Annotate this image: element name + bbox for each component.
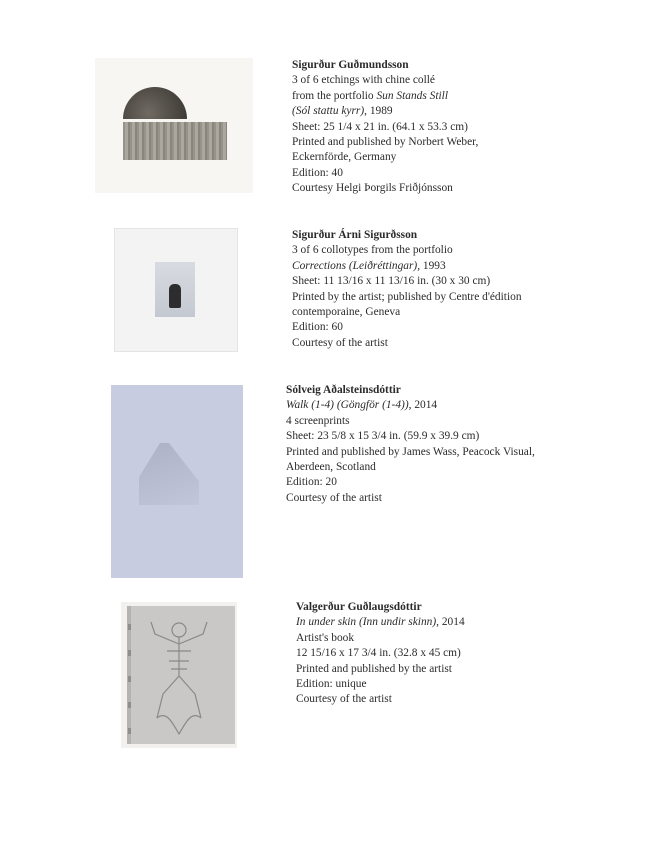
artist-name: Sólveig Aðalsteinsdóttir	[286, 384, 401, 396]
medium-line: 3 of 6 etchings with chine collé	[292, 74, 435, 87]
figure-shape	[169, 284, 181, 308]
publisher-location-line: Aberdeen, Scotland	[286, 461, 376, 474]
etched-block-shape	[123, 122, 227, 160]
medium-line: 3 of 6 collotypes from the portfolio	[292, 244, 453, 257]
catalog-entry-3	[286, 383, 535, 506]
edition-line: Edition: 40	[292, 166, 343, 179]
catalog-entry-1	[292, 58, 478, 197]
work-title: Walk (1-4) (Göngför (1-4))	[286, 399, 409, 412]
courtesy-line: Courtesy Helgi Þorgils Friðjónsson	[292, 182, 453, 195]
courtesy-line: Courtesy of the artist	[296, 693, 392, 706]
publisher-location-line: Eckernförde, Germany	[292, 151, 397, 164]
artist-name: Valgerður Guðlaugsdóttir	[296, 601, 422, 613]
work-title: In under skin (Inn undir skinn)	[296, 616, 437, 629]
publisher-line: Printed and published by the artist	[296, 662, 452, 675]
artwork-image-4	[121, 602, 237, 748]
artwork-image-3	[111, 385, 243, 578]
portfolio-title-alt: (Sól stattu kyrr)	[292, 105, 365, 118]
portfolio-title: Corrections (Leiðréttingar)	[292, 259, 418, 272]
artist-name: Sigurður Árni Sigurðsson	[292, 229, 418, 241]
faint-form-shape	[139, 443, 199, 505]
publisher-line: Printed by the artist; published by Centre d'édition	[292, 290, 522, 303]
title-date-line: Corrections (Leiðréttingar), 1993	[292, 259, 446, 272]
courtesy-line: Courtesy of the artist	[292, 336, 388, 349]
dimensions-line: Sheet: 23 5/8 x 15 3/4 in. (59.9 x 39.9 cm)	[286, 430, 480, 443]
title-date-line: (Sól stattu kyrr), 1989	[292, 105, 393, 118]
edition-line: Edition: 60	[292, 321, 343, 334]
publisher-line: Printed and published by Norbert Weber,	[292, 136, 479, 149]
dimensions-line: 12 15/16 x 17 3/4 in. (32.8 x 45 cm)	[296, 647, 461, 660]
figure-engraving-icon	[127, 606, 231, 744]
dimensions-line: Sheet: 11 13/16 x 11 13/16 in. (30 x 30 cm)	[292, 275, 491, 288]
dimensions-line: Sheet: 25 1/4 x 21 in. (64.1 x 53.3 cm)	[292, 120, 468, 133]
portfolio-line: from the portfolio Sun Stands Still	[292, 89, 448, 102]
medium-line: Artist's book	[296, 631, 355, 644]
title-date-line: Walk (1-4) (Göngför (1-4)), 2014	[286, 399, 438, 412]
publisher-line: Printed and published by James Wass, Peacock Visual,	[286, 445, 535, 458]
publisher-location-line: contemporaine, Geneva	[292, 306, 401, 319]
courtesy-line: Courtesy of the artist	[286, 491, 382, 504]
catalog-entry-4	[296, 600, 465, 708]
portfolio-title: Sun Stands Still	[376, 89, 448, 102]
edition-line: Edition: unique	[296, 678, 367, 691]
catalog-entry-2	[292, 228, 522, 351]
artwork-image-1	[95, 58, 253, 193]
medium-line: 4 screenprints	[286, 414, 350, 427]
artwork-image-2	[114, 228, 238, 352]
edition-line: Edition: 20	[286, 476, 337, 489]
title-date-line: In under skin (Inn undir skinn), 2014	[296, 616, 465, 629]
artist-name: Sigurður Guðmundsson	[292, 59, 409, 71]
